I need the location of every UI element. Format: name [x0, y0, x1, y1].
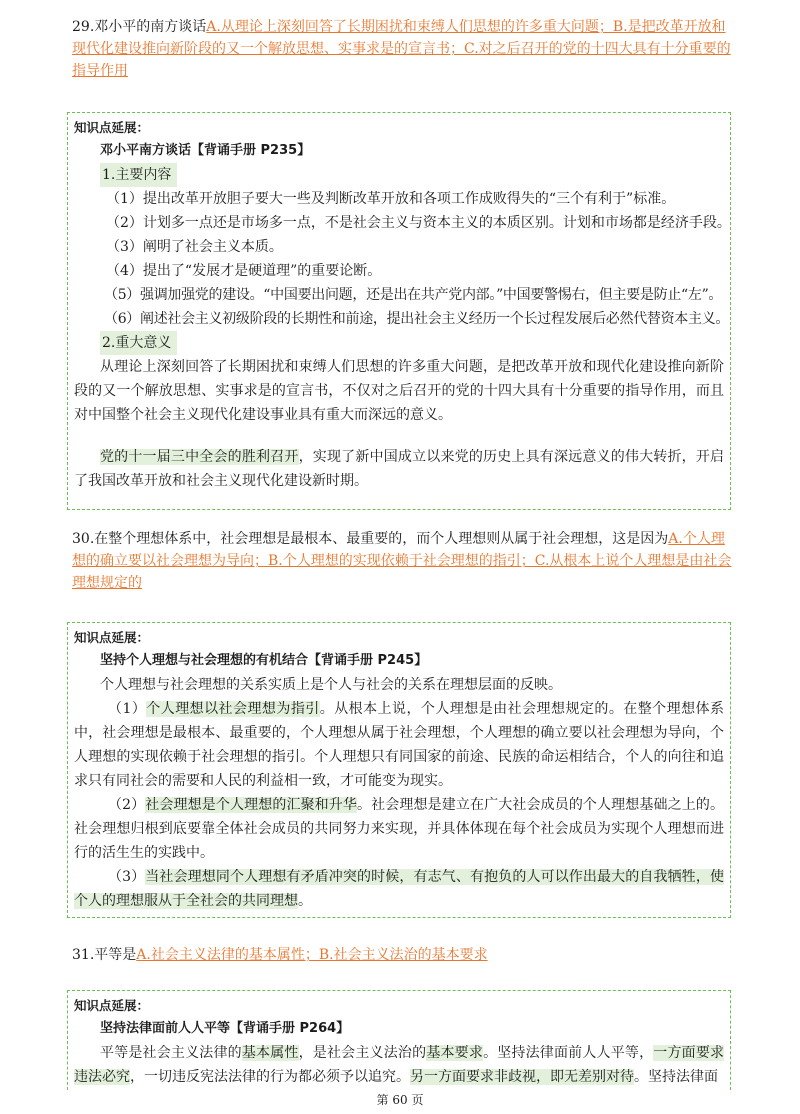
question-stem: 31.平等是 [72, 947, 137, 963]
knowledge-box-deng-southern-talks [67, 112, 731, 510]
highlight-text: 基本属性 [241, 1045, 299, 1061]
knowledge-label: 知识点延展： [74, 998, 150, 1013]
knowledge-label: 知识点延展： [74, 120, 150, 135]
question-stem: 30.在整个理想体系中，社会理想是最根本、最重要的，而个人理想则从属于社会理想，这是因为 [72, 531, 669, 547]
question-29 [72, 16, 732, 82]
section-title: 坚持法律面前人人平等【背诵手册 P264】 [100, 1021, 350, 1036]
section-title: 邓小平南方谈话【背诵手册 P235】 [100, 143, 311, 158]
knowledge-box-ideals [67, 622, 731, 918]
list-item: （3）阐明了社会主义本质。 [106, 239, 283, 255]
subheading-significance: 2.重大意义 [100, 331, 177, 355]
page-number: 第 60 页 [376, 1093, 424, 1107]
list-item: （2）计划多一点还是市场多一点，不是社会主义与资本主义的本质区别。计划和市场都是经济手段。 [106, 215, 731, 231]
highlight-text: 当社会理想同个人理想有矛盾冲突的时候，有志气、有抱负的人可以作出最大的自我牺牲，使个人的理想服从于全社会的共同理想 [74, 869, 724, 909]
highlight-text: 另一方面要求非歧视，即无差别对待 [410, 1069, 634, 1085]
paragraph-equality: 平等是社会主义法律的基本属性，是社会主义法治的基本要求。坚持法律面前人人平等，一方面要求违法必究，一切违反宪法法律的行为都必须予以追究。另一方面要求非歧视，即无差别对待。坚持法律面 [74, 1045, 725, 1085]
highlight-text: 个人理想以社会理想为指引 [146, 701, 320, 717]
highlight-text: 党的十一届三中全会的胜利召开 [100, 449, 299, 465]
answer-link[interactable]: A.从理论上深刻回答了长期困扰和束缚人们思想的许多重大问题；B.是把改革开放和现代化建设推向新阶段的又一个解放思想、实事求是的宣言书；C.对之后召开的党的十四大具有十分重要的指导作用 [72, 19, 731, 79]
paragraph-significance: 从理论上深刻回答了长期困扰和束缚人们思想的许多重大问题，是把改革开放和现代化建设推向新阶段的又一个解放思想、实事求是的宣言书，不仅对之后召开的党的十四大具有十分重要的指导作用，而且对中国整个社会主义现代化建设事业具有重大而深远的意义。 [74, 359, 724, 423]
paragraph-third-plenum: 党的十一届三中全会的胜利召开，实现了新中国成立以来党的历史上具有深远意义的伟大转折，开启了我国改革开放和社会主义现代化建设新时期。 [74, 449, 725, 489]
paragraph-point-2: （2）社会理想是个人理想的汇聚和升华。社会理想是建立在广大社会成员的个人理想基础之上的。社会理想归根到底要靠全体社会成员的共同努力来实现，并具体体现在每个社会成员为实现个人理想而进行的活生生的实践中。 [74, 797, 724, 861]
highlight-text: 社会理想是个人理想的汇聚和升华 [145, 797, 358, 813]
list-item: （6）阐述社会主义初级阶段的长期性和前途，提出社会主义经历一个长过程发展后必然代替资本主义。 [104, 311, 730, 327]
subheading-main-content: 1.主要内容 [100, 163, 177, 187]
question-stem: 29.邓小平的南方谈话 [72, 19, 207, 35]
list-item: （4）提出了“发展才是硬道理”的重要论断。 [106, 263, 382, 279]
paragraph-intro: 个人理想与社会理想的关系实质上是个人与社会的关系在理想层面的反映。 [100, 677, 562, 693]
answer-link[interactable]: A.个人理想的确立要以社会理想为导向；B.个人理想的实现依赖于社会理想的指引；C.从根本上说个人理想是由社会理想规定的 [72, 531, 732, 591]
list-item: （1）提出改革开放胆子要大一些及判断改革开放和各项工作成败得失的“三个有利于”标准。 [106, 191, 676, 207]
section-title: 坚持个人理想与社会理想的有机结合【背诵手册 P245】 [100, 653, 428, 668]
paragraph-point-1: （1）个人理想以社会理想为指引。从根本上说，个人理想是由社会理想规定的。在整个理想体系中，社会理想是最根本、最重要的，个人理想从属于社会理想，个人理想的确立要以社会理想为导向，个人理想的实现依赖于社会理想的指引。个人理想只有同国家的前途、民族的命运相结合，个人的向往和追求只有同社会的需要和人民的利益相一致，才可能变为现实。 [74, 701, 724, 789]
paragraph-point-3: （3）当社会理想同个人理想有矛盾冲突的时候，有志气、有抱负的人可以作出最大的自我牺牲，使个人的理想服从于全社会的共同理想。 [74, 869, 724, 909]
highlight-text: 基本要求 [426, 1045, 484, 1061]
answer-link[interactable]: A.社会主义法律的基本属性；B.社会主义法治的基本要求 [136, 947, 488, 963]
question-30 [72, 528, 732, 594]
list-item: （5）强调加强党的建设。“中国要出问题，还是出在共产党内部。”中国要警惕右，但主要是防止“左”。 [104, 287, 723, 303]
knowledge-label: 知识点延展： [74, 630, 150, 645]
knowledge-box-equality [67, 990, 731, 1090]
highlight-text: 一方面要求违法必究 [74, 1045, 725, 1085]
question-31 [72, 944, 732, 966]
